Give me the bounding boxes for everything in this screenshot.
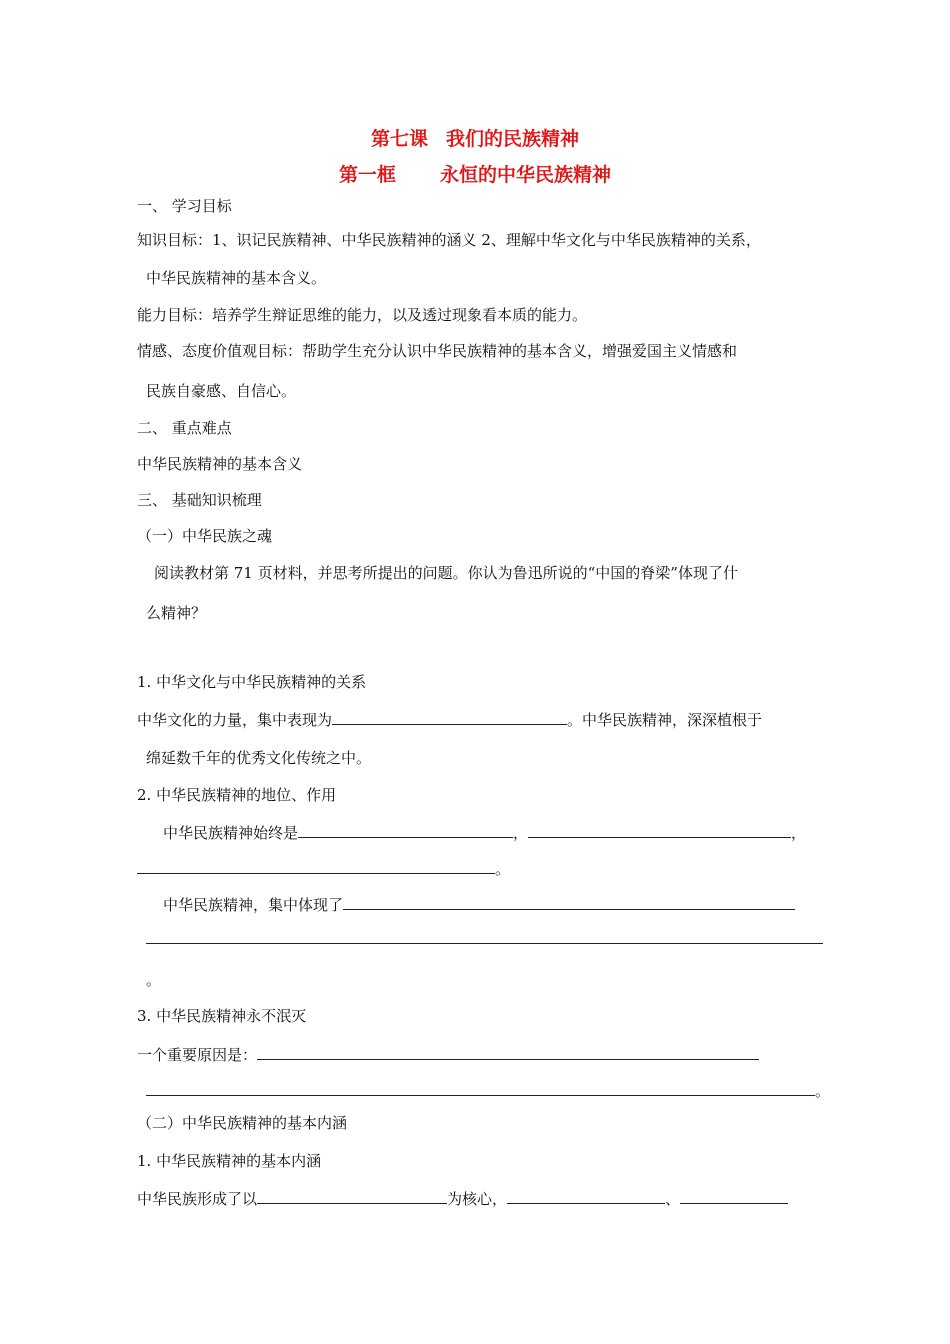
- item2-text-a: 中华民族精神始终是: [163, 824, 299, 842]
- fill-blank[interactable]: [343, 893, 795, 910]
- item3-sentence: [137, 1043, 759, 1065]
- heading-key-points: 二、 重点难点: [137, 419, 232, 437]
- item2-end: 。: [146, 971, 162, 989]
- item2-sentence-b: [163, 893, 795, 915]
- item3-text-a: 一个重要原因是：: [137, 1046, 258, 1064]
- emotion-goal-line2: 民族自豪感、自信心。: [146, 382, 297, 400]
- sub2-text-a: 中华民族形成了以: [137, 1190, 258, 1208]
- item1-text-a: 中华文化的力量，集中表现为: [137, 711, 333, 729]
- fill-blank[interactable]: [257, 1187, 447, 1204]
- fill-line[interactable]: [146, 943, 823, 944]
- knowledge-goal-line2: 中华民族精神的基本含义。: [146, 269, 327, 287]
- section-name: 永恒的中华民族精神: [440, 164, 612, 186]
- emotion-goal-line1: 情感、态度价值观目标：帮助学生充分认识中华民族精神的基本含义，增强爱国主义情感和: [137, 342, 738, 360]
- knowledge-goal-line1: 知识目标：1、识记民族精神、中华民族精神的涵义 2、理解中华文化与中华民族精神的关系，: [137, 231, 761, 249]
- fill-blank[interactable]: [528, 821, 791, 838]
- item1-text-b: 。中华民族精神，深深植根于: [567, 711, 763, 729]
- reading-prompt-line1: 阅读教材第 71 页材料，并思考所提出的问题。你认为鲁迅所说的“中国的脊梁”体现了什: [154, 564, 738, 582]
- period: 。: [495, 860, 511, 878]
- reading-prompt-line2: 么精神？: [146, 604, 207, 622]
- item1-text-c: 绵延数千年的优秀文化传统之中。: [146, 749, 372, 767]
- fill-blank[interactable]: [507, 1187, 665, 1204]
- fill-blank[interactable]: [257, 1043, 759, 1060]
- comma: ，: [791, 824, 807, 842]
- period: 。: [815, 1082, 831, 1100]
- lesson-title: [0, 124, 950, 151]
- lesson-number: 第七课: [370, 128, 428, 150]
- sub2-item1-title: 1. 中华民族精神的基本内涵: [137, 1152, 322, 1170]
- sub2-text-b: 为核心，: [447, 1190, 508, 1208]
- section-title: [0, 160, 950, 187]
- item2-continuation: [137, 857, 510, 879]
- item2-text-b: 中华民族精神，集中体现了: [163, 896, 344, 914]
- section-number: 第一框: [338, 164, 396, 186]
- sub2-sentence: [137, 1187, 788, 1209]
- item2-sentence: [163, 821, 806, 843]
- heading-basics: 三、 基础知识梳理: [137, 491, 262, 509]
- subheading-soul: （一）中华民族之魂: [137, 527, 273, 545]
- heading-learning-goals: 一、 学习目标: [137, 197, 232, 215]
- sub2-text-c: 、: [665, 1190, 681, 1208]
- fill-blank[interactable]: [298, 821, 513, 838]
- item1-sentence: [137, 708, 762, 730]
- subheading-connotation: （二）中华民族精神的基本内涵: [137, 1114, 348, 1132]
- item3-title: 3. 中华民族精神永不泯灭: [137, 1007, 307, 1025]
- item3-continuation: [146, 1079, 830, 1101]
- fill-blank[interactable]: [146, 1079, 815, 1096]
- key-points-content: 中华民族精神的基本含义: [137, 455, 303, 473]
- fill-blank[interactable]: [137, 857, 495, 874]
- lesson-name: 我们的民族精神: [446, 128, 580, 150]
- item2-title: 2. 中华民族精神的地位、作用: [137, 786, 337, 804]
- item1-title: 1. 中华文化与中华民族精神的关系: [137, 673, 367, 691]
- fill-blank[interactable]: [332, 708, 567, 725]
- comma: ，: [513, 824, 529, 842]
- ability-goal: 能力目标：培养学生辩证思维的能力，以及透过现象看本质的能力。: [137, 306, 588, 324]
- fill-blank[interactable]: [680, 1187, 788, 1204]
